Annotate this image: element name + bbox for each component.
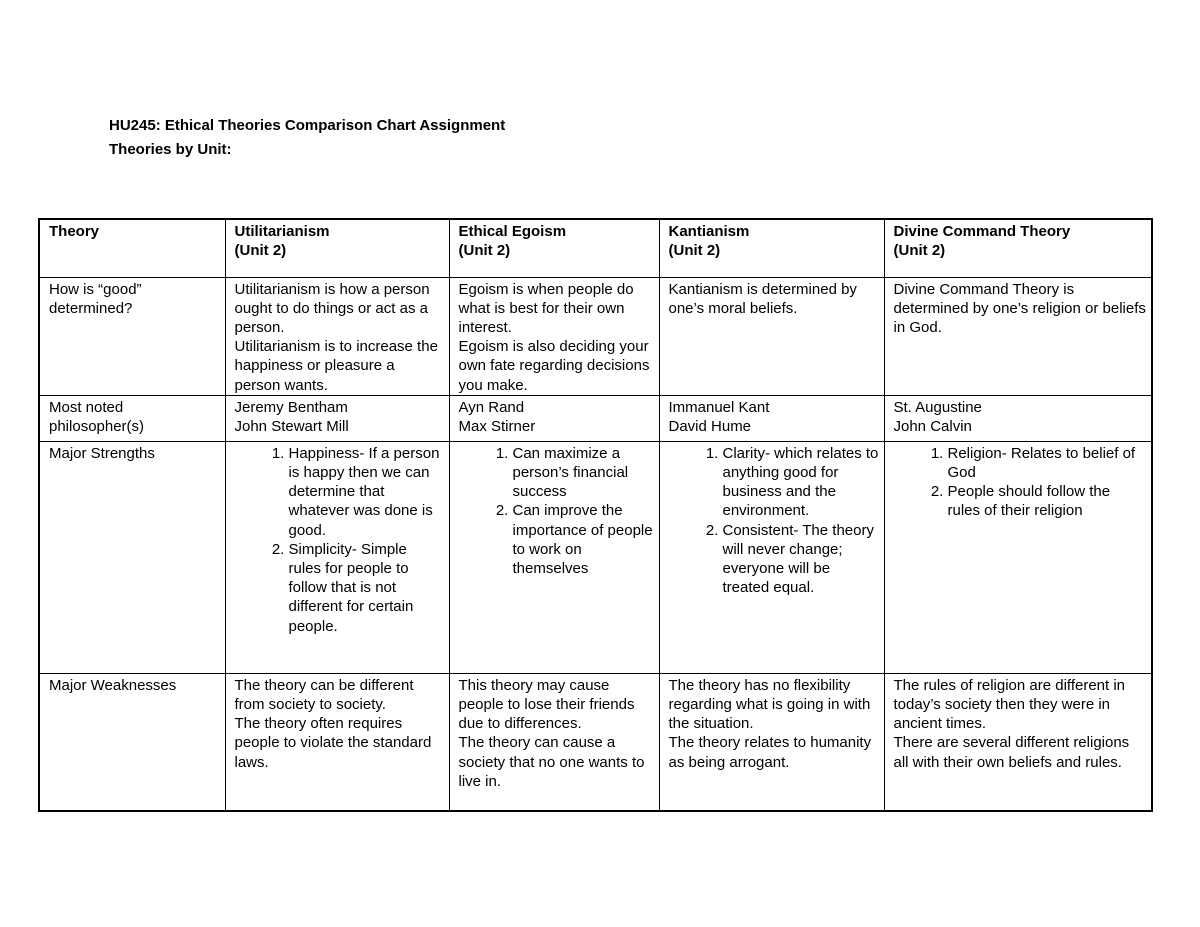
- list-item: 2. Simplicity- Simple rules for people to follow that is not different for certain people.: [289, 540, 444, 636]
- cell-text: The theory relates to humanity as being arrogant.: [668, 734, 872, 771]
- cell-text: Divine Command Theory is determined by one’s religion or beliefs in God.: [893, 280, 1146, 336]
- header-name: Kantianism: [668, 223, 750, 240]
- cell-text: The theory often requires people to violate the standard laws.: [234, 715, 432, 771]
- row-philosophers: [39, 395, 1152, 441]
- header-theory-label: Theory: [39, 219, 225, 277]
- cell-divine-command-theory: [884, 395, 1152, 441]
- philosopher-name: Jeremy Bentham: [234, 398, 348, 416]
- cell-text: Kantianism is determined by one’s moral beliefs.: [668, 280, 857, 317]
- header-unit: (Unit 2): [893, 242, 946, 260]
- cell-ethical-egoism: [449, 277, 659, 395]
- header-ethical-egoism: [449, 219, 659, 277]
- header-name: Divine Command Theory: [893, 223, 1071, 240]
- philosopher-name: Ayn Rand: [458, 398, 525, 416]
- philosopher-name: John Stewart Mill: [234, 417, 349, 435]
- cell-kantianism: [659, 673, 884, 811]
- row-strengths: [39, 441, 1152, 673]
- row-label: Most noted philosopher(s): [39, 395, 225, 441]
- row-label: Major Weaknesses: [39, 673, 225, 811]
- cell-divine-command-theory: [884, 673, 1152, 811]
- cell-kantianism: [659, 441, 884, 673]
- cell-utilitarianism: [225, 277, 449, 395]
- cell-text: Egoism is when people do what is best for their own interest.: [458, 280, 634, 336]
- header-kantianism: [659, 219, 884, 277]
- header-name: Ethical Egoism: [458, 223, 567, 240]
- cell-text: The theory can cause a society that no one wants to live in.: [458, 734, 645, 790]
- cell-utilitarianism: [225, 673, 449, 811]
- list-item: 2. Can improve the importance of people to work on themselves: [513, 501, 654, 578]
- philosopher-name: Max Stirner: [458, 417, 536, 435]
- cell-text: Utilitarianism is to increase the happiness or pleasure a person wants.: [234, 338, 438, 394]
- cell-text: There are several different religions all with their own beliefs and rules.: [893, 734, 1130, 771]
- cell-divine-command-theory: [884, 277, 1152, 395]
- header-unit: (Unit 2): [668, 242, 721, 260]
- cell-text: This theory may cause people to lose their friends due to differences.: [458, 676, 635, 733]
- philosopher-name: John Calvin: [893, 417, 972, 435]
- cell-divine-command-theory: [884, 441, 1152, 673]
- comparison-table: [38, 218, 1153, 812]
- strengths-list: [459, 444, 654, 578]
- list-item: 1. Happiness- If a person is happy then we can determine that whatever was done is good.: [289, 444, 444, 540]
- header-row: [39, 219, 1152, 277]
- strengths-list: [669, 444, 879, 598]
- list-item: 1. Can maximize a person’s financial success: [513, 444, 654, 502]
- list-item: 2. People should follow the rules of their religion: [948, 482, 1147, 520]
- philosopher-name: St. Augustine: [893, 398, 982, 416]
- cell-ethical-egoism: [449, 441, 659, 673]
- cell-ethical-egoism: [449, 673, 659, 811]
- document-title: HU245: Ethical Theories Comparison Chart Assignment: [109, 117, 506, 134]
- document-subtitle: Theories by Unit:: [109, 141, 232, 158]
- cell-kantianism: [659, 395, 884, 441]
- row-weaknesses: [39, 673, 1152, 811]
- cell-ethical-egoism: [449, 395, 659, 441]
- cell-kantianism: [659, 277, 884, 395]
- header-unit: (Unit 2): [458, 242, 511, 260]
- list-item: 1. Clarity- which relates to anything good for business and the environment.: [723, 444, 879, 521]
- cell-text: Utilitarianism is how a person ought to do things or act as a person.: [234, 280, 430, 336]
- row-good-determined: [39, 277, 1152, 395]
- cell-text: The theory can be different from society to society.: [234, 676, 414, 713]
- list-item: 1. Religion- Relates to belief of God: [948, 444, 1147, 482]
- philosopher-name: Immanuel Kant: [668, 398, 770, 416]
- strengths-list: [894, 444, 1147, 521]
- header-utilitarianism: [225, 219, 449, 277]
- header-unit: (Unit 2): [234, 242, 287, 260]
- philosopher-name: David Hume: [668, 417, 752, 435]
- list-item: 2. Consistent- The theory will never change; everyone will be treated equal.: [723, 521, 879, 598]
- row-label: How is “good” determined?: [39, 277, 225, 395]
- header-divine-command-theory: [884, 219, 1152, 277]
- strengths-list: [235, 444, 444, 636]
- cell-utilitarianism: [225, 441, 449, 673]
- cell-text: The theory has no flexibility regarding what is going in with the situation.: [668, 676, 871, 733]
- cell-utilitarianism: [225, 395, 449, 441]
- row-label: Major Strengths: [39, 441, 225, 673]
- cell-text: Egoism is also deciding your own fate regarding decisions you make.: [458, 338, 650, 394]
- cell-text: The rules of religion are different in today’s society then they were in ancient times.: [893, 676, 1126, 733]
- header-name: Utilitarianism: [234, 223, 330, 240]
